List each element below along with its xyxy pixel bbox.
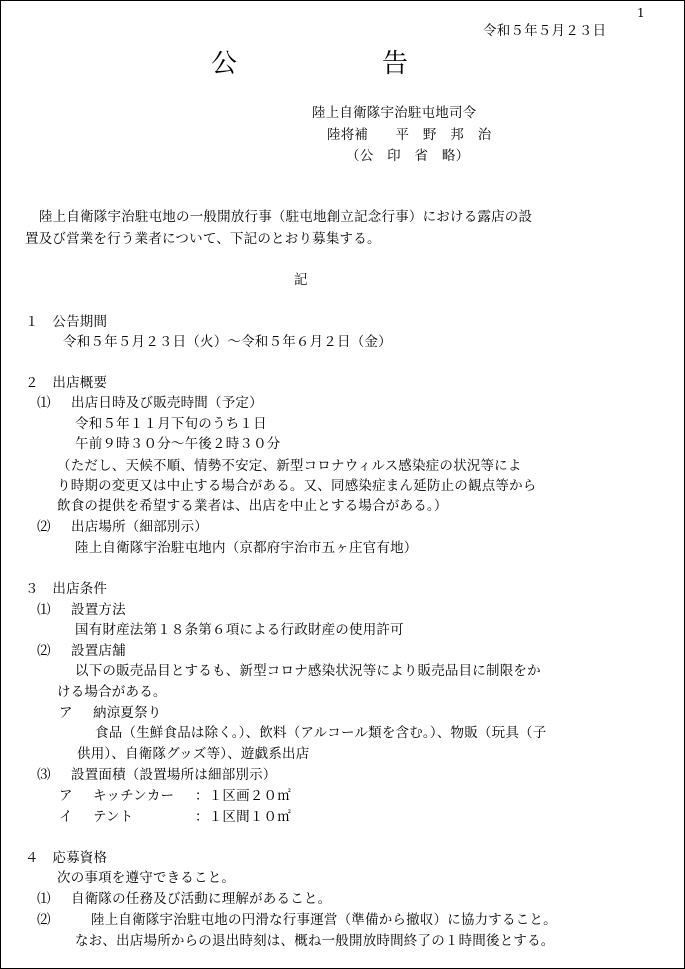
item-2-2-label: 出店場所（細部別示） — [71, 519, 208, 535]
title-char-right: 告 — [382, 49, 409, 79]
item-4-1-text: 自衛隊の任務及び活動に理解があること。 — [71, 891, 332, 907]
notice-date: 令和５年５月２３日 — [483, 23, 607, 39]
area-i-mark: イ — [59, 809, 73, 825]
area-a-mark: ア — [59, 788, 73, 804]
ki-heading: 記 — [294, 272, 308, 288]
issuer-organization: 陸上自衛隊宇治駐屯地司令 — [312, 105, 477, 121]
sales-time: 午前９時３０分～午後２時３０分 — [75, 436, 281, 452]
item-4-2-number: ⑵ — [37, 912, 51, 928]
sub-item-a-label: 納涼夏祭り — [93, 705, 162, 721]
intro-line-1: 陸上自衛隊宇治駐屯地の一般開放行事（駐屯地創立記念行事）における露店の設 — [39, 209, 533, 225]
area-i-label: テント — [93, 809, 134, 825]
item-2-1-note-line-3: 飲食の提供を希望する業者は、出店を中止とする場合がある。） — [57, 498, 448, 514]
notice-period: 令和５年５月２３日（火）～令和５年６月２日（金） — [63, 334, 392, 350]
title-char-left: 公 — [211, 49, 238, 79]
item-4-2-text-line-2: なお、出店場所からの退出時刻は、概ね一般開放時間終了の１時間後とする。 — [75, 933, 555, 949]
opening-place: 陸上自衛隊宇治駐屯地内（京都府宇治市五ヶ庄官有地） — [75, 540, 418, 556]
intro-line-2: 置及び営業を行う業者について、下記のとおり募集する。 — [25, 231, 381, 247]
area-a-value: ：１区画２０㎡ — [195, 788, 291, 804]
item-3-3-number: ⑶ — [37, 767, 51, 783]
area-i-value: ：１区間１０㎡ — [195, 809, 291, 825]
item-4-2-text-line-1: 陸上自衛隊宇治駐屯地の円滑な行事運営（準備から撤収）に協力すること。 — [91, 912, 557, 928]
section-4-intro: 次の事項を遵守できること。 — [57, 870, 236, 886]
item-2-1-label: 出店日時及び販売時間（予定） — [71, 395, 263, 411]
item-2-2-number: ⑵ — [37, 519, 51, 535]
section-2-heading: ２ 出店概要 — [25, 375, 108, 391]
item-3-2-text-line-2: ける場合がある。 — [57, 684, 167, 700]
sub-item-a-mark: ア — [59, 705, 73, 721]
opening-date: 令和５年１１月下旬のうち１日 — [75, 416, 267, 432]
section-4-heading: ４ 応募資格 — [25, 850, 108, 866]
section-3-heading: ３ 出店条件 — [25, 581, 108, 597]
installation-method: 国有財産法第１８条第６項による行政財産の使用許可 — [75, 622, 404, 638]
item-2-1-note-line-1: （ただし、天候不順、情勢不安定、新型コロナウィルス感染症の状況等によ — [57, 458, 522, 474]
item-3-2-text-line-1: 以下の販売品目とするも、新型コロナ感染状況等により販売品目に制限をか — [75, 663, 541, 679]
item-3-1-label: 設置方法 — [71, 602, 126, 618]
item-3-1-number: ⑴ — [37, 602, 51, 618]
item-3-2-label: 設置店舗 — [71, 643, 126, 659]
item-3-3-label: 設置面積（設置場所は細部別示） — [71, 767, 277, 783]
issuer-rank-name: 陸将補 平 野 邦 治 — [327, 127, 492, 143]
section-1-heading: １ 公告期間 — [25, 314, 108, 330]
item-3-2-number: ⑵ — [37, 643, 51, 659]
item-2-1-number: ⑴ — [37, 395, 51, 411]
area-a-label: キッチンカー — [93, 788, 175, 804]
item-4-1-number: ⑴ — [37, 891, 51, 907]
page-number: 1 — [637, 6, 645, 20]
item-2-1-note-line-2: り時期の変更又は中止する場合がある。又、同感染症まん延防止の観点等から — [57, 478, 537, 494]
sub-item-a-text-line-2: 供用）、自衛隊グッズ等）、遊戯系出店 — [77, 746, 310, 762]
sub-item-a-text-line-1: 食品（生鮮食品は除く。）、飲料（アルコール類を含む。）、物販（玩具（子 — [95, 725, 547, 741]
seal-omitted-note: （公 印 省 略） — [346, 148, 470, 164]
